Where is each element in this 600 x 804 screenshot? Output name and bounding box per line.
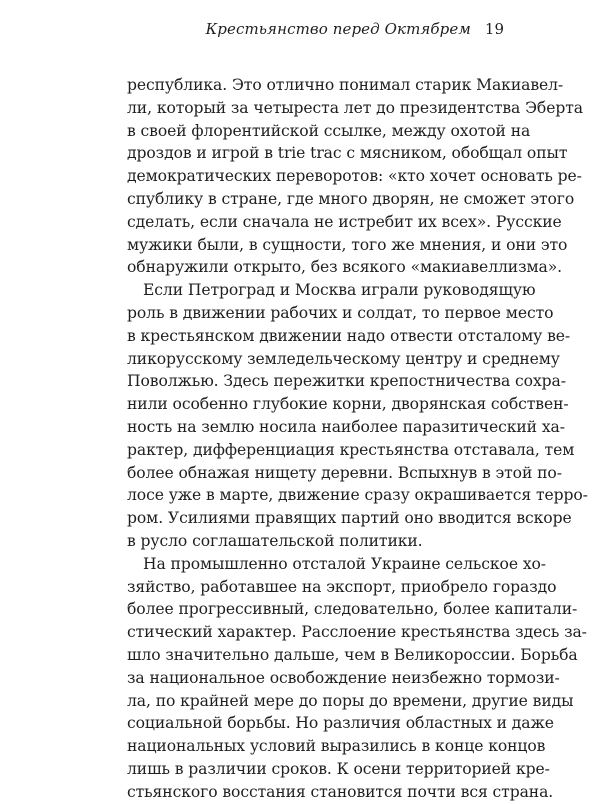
text-line: республика. Это отлично понимал старик Макиавел- xyxy=(127,76,564,94)
text-line: шло значительно дальше, чем в Великороссии. Борьба xyxy=(127,645,578,664)
page-number: 19 xyxy=(484,20,504,38)
text-line: лишь в различии сроков. К осени территорией кре- xyxy=(127,759,550,778)
text-line: стьянского восстания становится почти вся страна. xyxy=(127,782,554,801)
text-line: стический характер. Расслоение крестьянства здесь за- xyxy=(127,623,587,642)
text-line: роль в движении рабочих и солдат, то первое место xyxy=(127,303,554,322)
text-line: более прогрессивный, следовательно, более капитали- xyxy=(127,600,578,619)
body-text xyxy=(127,74,588,804)
text-line: спублику в стране, где много дворян, не сможет этого xyxy=(127,189,575,208)
paragraph xyxy=(127,74,583,279)
running-title: Крестьянство перед Октябрем xyxy=(205,20,471,38)
running-head xyxy=(206,20,504,38)
text-line: На промышленно отсталой Украине сельское хо- xyxy=(143,554,546,573)
text-line: сделать, если сначала не истребит их всех». Русские xyxy=(127,212,562,231)
text-line: ром. Усилиями правящих партий оно вводится вскоре xyxy=(127,509,572,528)
text-line: ность на землю носила наиболее паразитический ха- xyxy=(127,417,565,436)
text-line: дроздов и игрой в trie trac с мясником, обобщал опыт xyxy=(127,144,568,163)
text-line: за национальное освобождение неизбежно тормози- xyxy=(127,668,560,687)
text-line: зяйство, работавшее на экспорт, приобрело гораздо xyxy=(127,577,557,596)
text-line: в своей флорентийской ссылке, между охотой на xyxy=(127,121,531,140)
text-line: демократических переворотов: «кто хочет основать ре- xyxy=(127,167,582,186)
text-line: Поволжью. Здесь пережитки крепостничества сохра- xyxy=(127,372,566,391)
text-line: ликорусскому земледельческому центру и среднему xyxy=(127,349,560,368)
paragraph xyxy=(127,553,587,804)
text-line: в крестьянском движении надо отвести отсталому ве- xyxy=(127,326,571,345)
text-line: мужики были, в сущности, того же мнения, и они это xyxy=(127,235,568,254)
paragraph xyxy=(127,279,588,553)
text-line: социальной борьбы. Но различия областных и даже xyxy=(127,714,554,733)
text-line: лосе уже в марте, движение сразу окрашивается терро- xyxy=(127,486,588,505)
text-line: в русло соглашательской политики. xyxy=(127,531,423,550)
text-line: более обнажая нищету деревни. Вспыхнув в этой по- xyxy=(127,463,562,482)
text-line: обнаружили открыто, без всякого «макиавеллизма». xyxy=(127,258,563,277)
text-line: Если Петроград и Москва играли руководящую xyxy=(143,281,536,300)
text-line: нили особенно глубокие корни, дворянская собствен- xyxy=(127,395,569,414)
text-line: рактер, дифференциация крестьянства отставала, тем xyxy=(127,440,575,459)
text-line: национальных условий выразились в конце концов xyxy=(127,737,546,756)
text-line: ла, по крайней мере до поры до времени, другие виды xyxy=(127,691,574,710)
text-line: ли, который за четыреста лет до президентства Эберта xyxy=(127,98,583,117)
